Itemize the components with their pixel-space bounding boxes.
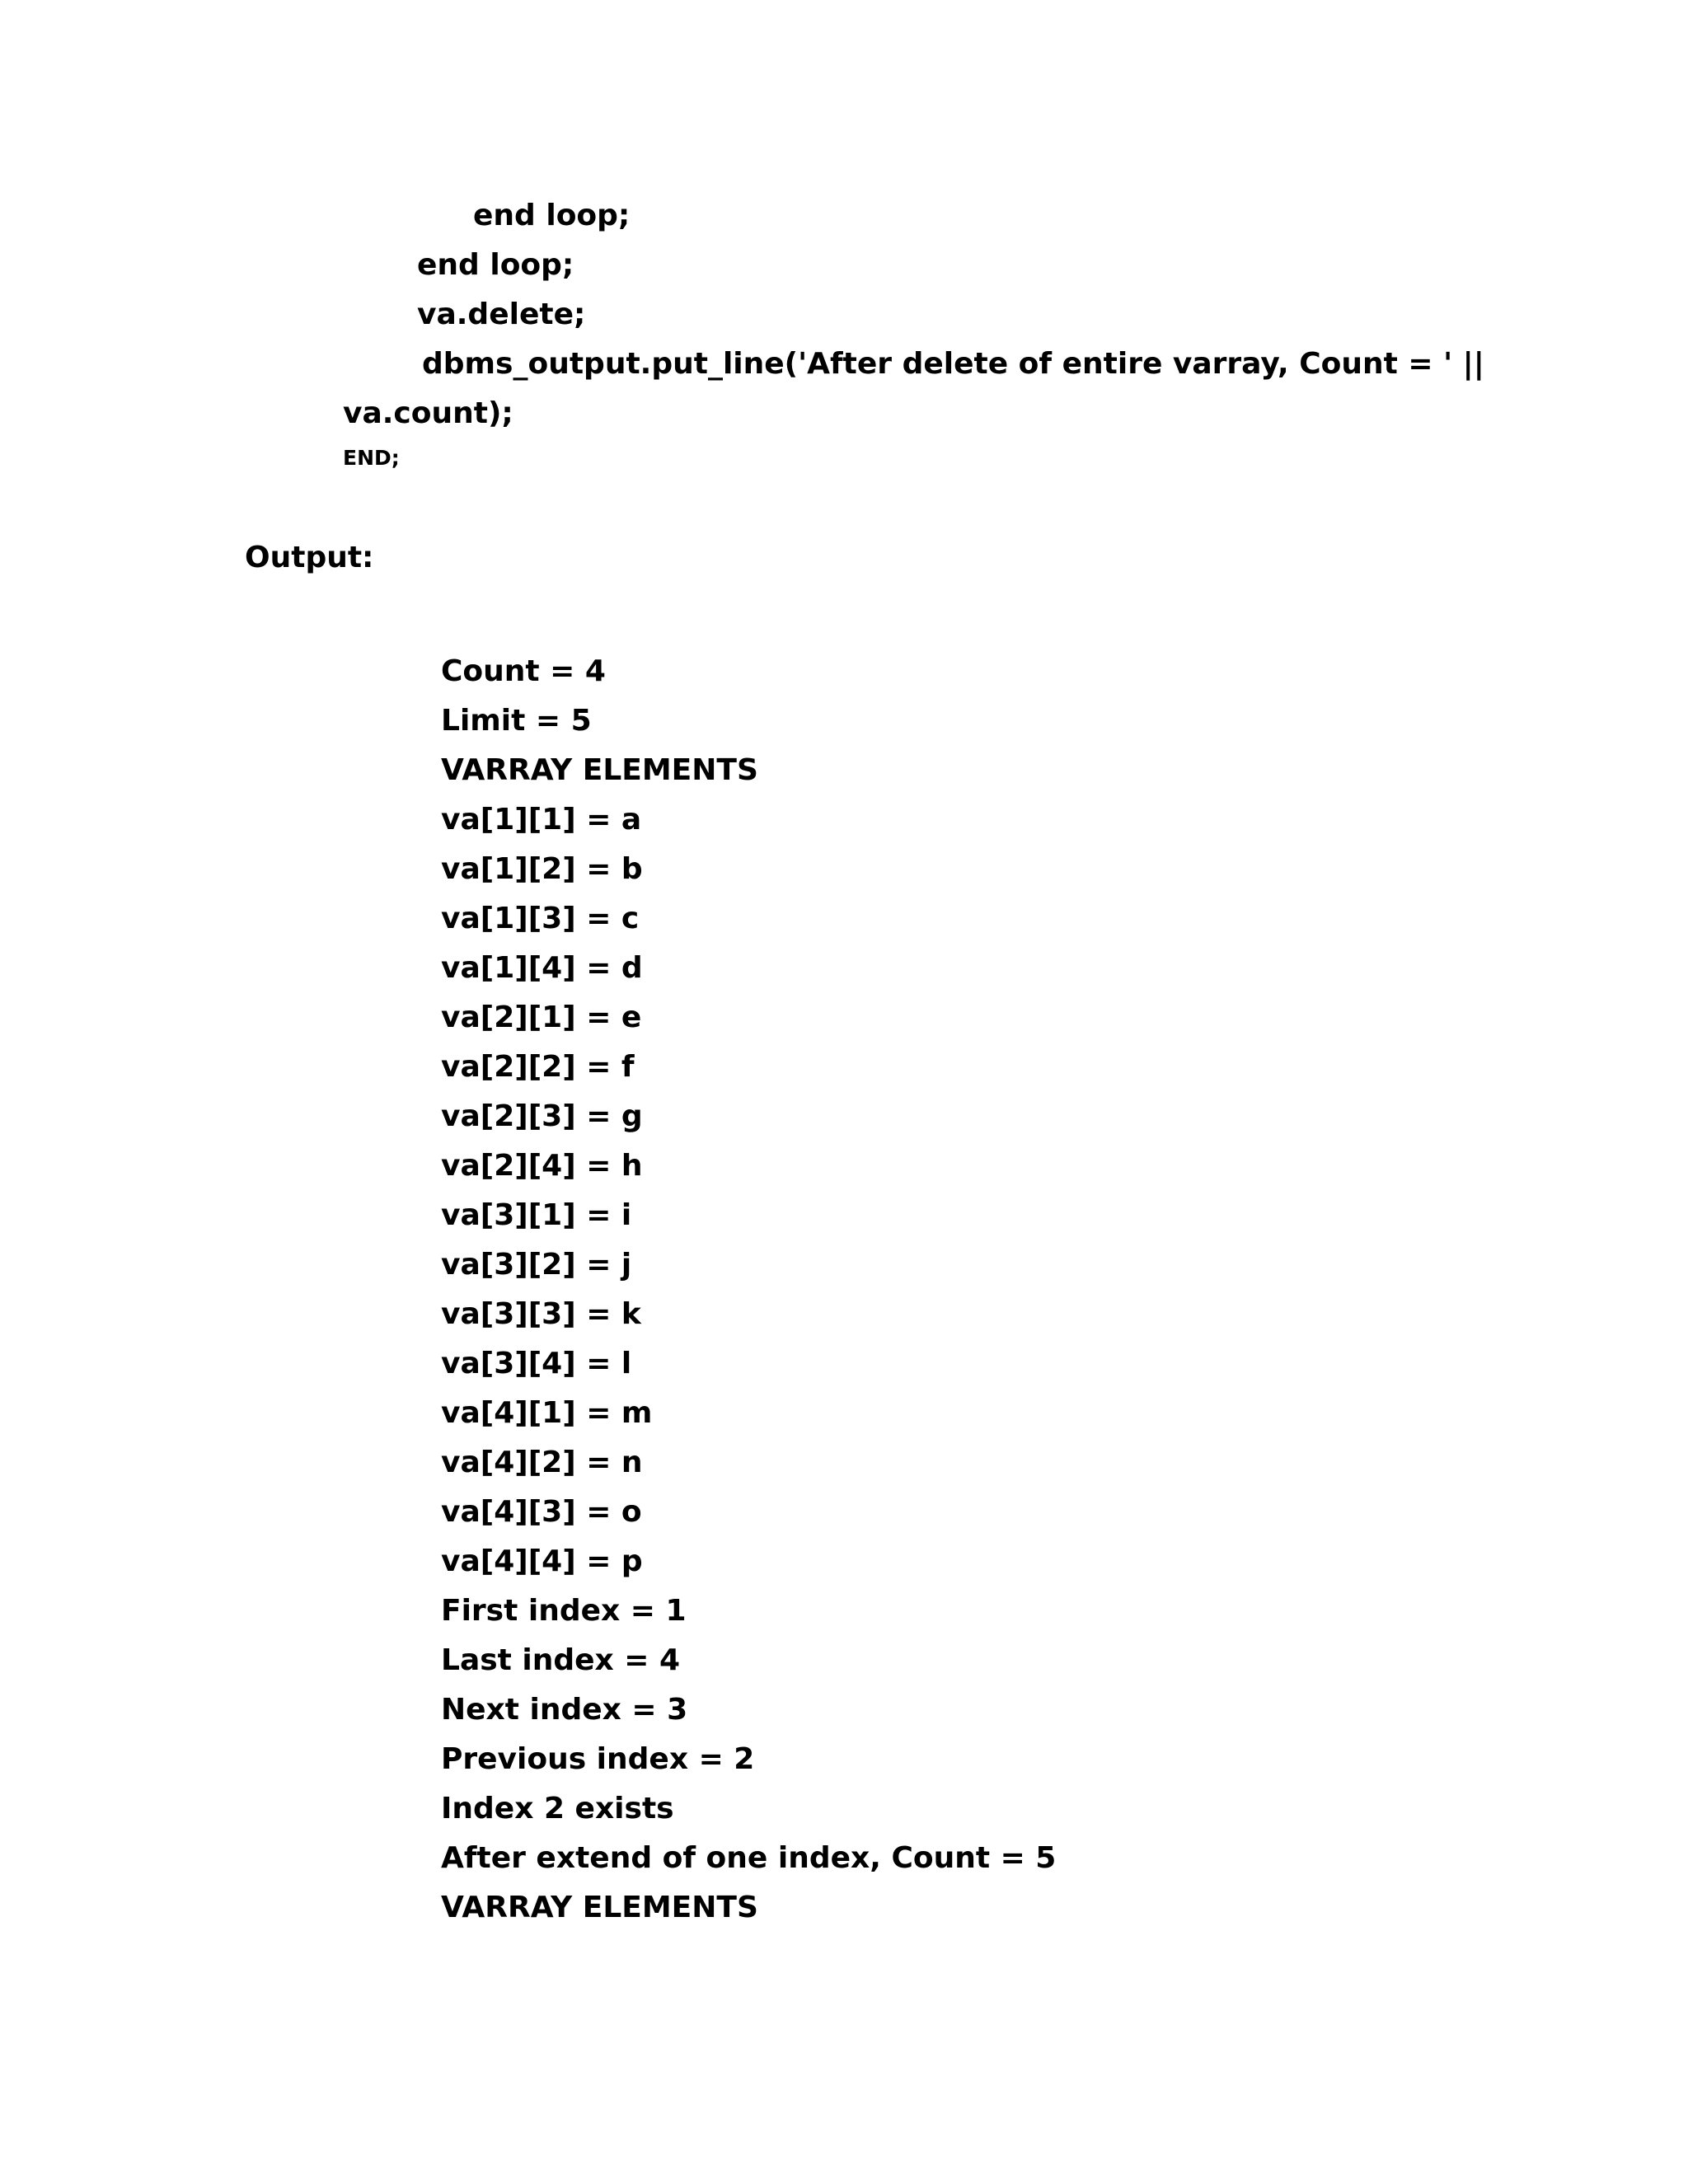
output-line: Previous index = 2	[441, 1742, 755, 1776]
output-line: VARRAY ELEMENTS	[441, 1891, 758, 1924]
output-line: va[2][2] = f	[441, 1050, 635, 1084]
output-line: va[4][1] = m	[441, 1396, 653, 1430]
code-line-inner-end-loop: end loop;	[473, 199, 631, 232]
output-line: Index 2 exists	[441, 1792, 674, 1825]
output-line: va[4][4] = p	[441, 1544, 643, 1578]
output-line: va[3][1] = i	[441, 1198, 632, 1232]
output-list	[441, 647, 1056, 1933]
output-line: va[2][3] = g	[441, 1099, 643, 1133]
code-line-va-count: va.count);	[343, 396, 513, 430]
code-line-va-delete: va.delete;	[417, 298, 586, 331]
output-line: First index = 1	[441, 1594, 687, 1628]
output-line: Limit = 5	[441, 704, 592, 738]
code-line-outer-end-loop: end loop;	[417, 248, 574, 282]
output-line: Next index = 3	[441, 1693, 688, 1727]
output-line: va[3][3] = k	[441, 1297, 641, 1331]
output-line: va[2][4] = h	[441, 1149, 643, 1183]
output-line: va[1][1] = a	[441, 803, 642, 837]
output-line: va[1][2] = b	[441, 852, 643, 886]
output-line: va[3][4] = l	[441, 1347, 632, 1380]
code-line-put-line: dbms_output.put_line('After delete of entire varray, Count = ' ||	[422, 347, 1484, 381]
output-line: va[1][4] = d	[441, 951, 643, 985]
output-line: va[1][3] = c	[441, 902, 640, 935]
output-line: va[4][3] = o	[441, 1495, 642, 1529]
output-line: Count = 4	[441, 654, 606, 688]
output-line: va[3][2] = j	[441, 1248, 632, 1282]
output-line: va[4][2] = n	[441, 1446, 643, 1479]
output-line: VARRAY ELEMENTS	[441, 753, 758, 787]
output-line: va[2][1] = e	[441, 1001, 642, 1034]
output-line: After extend of one index, Count = 5	[441, 1841, 1057, 1875]
output-heading: Output:	[245, 541, 374, 574]
code-line-end: END;	[343, 446, 400, 470]
output-line: Last index = 4	[441, 1643, 681, 1677]
